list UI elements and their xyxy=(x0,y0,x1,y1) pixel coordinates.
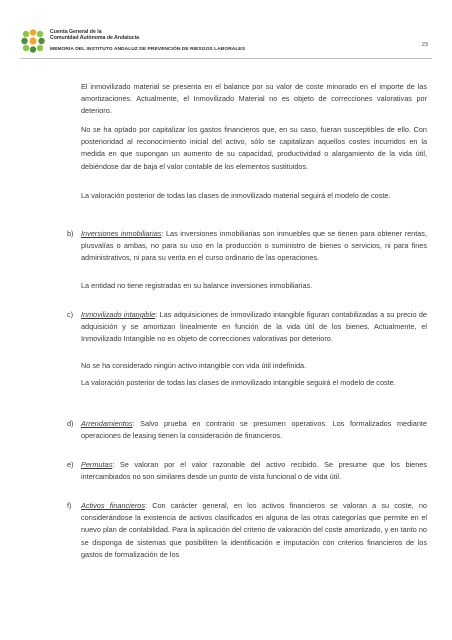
section-e-marker: e) xyxy=(67,460,74,469)
andalucia-logo-icon xyxy=(20,28,46,54)
section-f-paragraph xyxy=(81,500,427,561)
section-f-text: : Con carácter general, en los activos financieros se valoran a su coste, no considerándose la existencia de activos clasificados en alguna de las otras categorías que permite en el nuevo plan de contabilidad. Para la aplicación del criterio de valoración del coste amortizado, y en tanto no se disponga de sistemas que posibiliten la identificación e imputación con criterios financieros de los gastos de formalización de los xyxy=(81,501,427,559)
section-b-paragraph xyxy=(81,228,427,265)
section-b-note: La entidad no tiene registradas en su balance inversiones inmobiliarias. xyxy=(81,281,313,290)
report-title: MEMORIA DEL INSTITUTO ANDALUZ DE PREVENCIÓN DE RIESGOS LABORALES xyxy=(50,47,246,52)
section-e-paragraph xyxy=(81,459,427,483)
section-f-term: Activos financieros xyxy=(81,501,145,510)
section-c-note-2: La valoración posterior de todas las clases de inmovilizado intangible seguirá el modelo de coste. xyxy=(81,378,396,387)
section-c-term: Inmovilizado intangible xyxy=(81,310,156,319)
intro-paragraph-1: El inmovilizado material se presenta en el balance por su valor de coste minorado en el importe de las amortizaciones. Actualmente, el Inmovilizado Material no es objeto de correcciones valorativas por deterioro. xyxy=(81,82,427,116)
section-b-marker: b) xyxy=(67,229,74,238)
intro-paragraph-3: La valoración posterior de todas las clases de inmovilizado material seguirá el modelo de coste. xyxy=(81,191,391,200)
organization-name xyxy=(50,29,139,41)
section-b-term: Inversiones inmobiliarias xyxy=(81,229,162,238)
section-e-text: : Se valoran por el valor razonable del activo recibido. Se presume que los bienes intercambiados no son similares desde un punto de vista funcional o de vida útil. xyxy=(81,460,427,482)
page-header xyxy=(20,26,432,56)
page-number: 23 xyxy=(421,42,428,48)
section-c-paragraph xyxy=(81,309,427,346)
section-d-marker: d) xyxy=(67,419,74,428)
org-line-1: Cuenta General de la xyxy=(50,29,102,35)
section-c-text: : Las adquisiciones de inmovilizado intangible figuran contabilizadas a su precio de adquisición y se amortizan linealmente en función de la vida útil de los bienes. Actualmente, el Inmovilizado Intangible no es objeto de correcciones valorativas por deterioro. xyxy=(81,310,427,344)
section-d-text: : Salvo prueba en contrario se presumen operativos. Los formalizados mediante operaciones de leasing tienen la consideración de financieros. xyxy=(81,419,427,441)
section-b-text: : Las inversiones inmobiliarias son inmuebles que se tienen para obtener rentas, plusvalías o ambas, no para su uso en la producción o suministro de bienes o servicios, ni para fines administrativos, ni para su venta en el curso ordinario de las operaciones. xyxy=(81,229,427,263)
org-line-2: Comunidad Autónoma de Andalucía xyxy=(50,35,139,42)
section-c-note-1: No se ha considerado ningún activo intangible con vida útil indefinida. xyxy=(81,361,307,370)
section-d-term: Arrendamientos xyxy=(81,419,133,428)
section-d-paragraph xyxy=(81,418,427,442)
header-divider xyxy=(20,58,432,59)
section-c-marker: c) xyxy=(67,310,74,319)
section-f-marker: f) xyxy=(67,501,72,510)
intro-paragraph-2: No se ha optado por capitalizar los gastos financieros que, en su caso, fueran susceptibles de ello. Con posterioridad al reconocimiento inicial del activo, sólo se capitalizan aquellos costes incurridos en la medida en que supongan un aumento de su capacidad, productividad o alargamiento de la vida útil, debiéndose dar de baja el valor contable de los elementos sustituidos. xyxy=(81,125,427,171)
section-e-term: Permutas xyxy=(81,460,113,469)
